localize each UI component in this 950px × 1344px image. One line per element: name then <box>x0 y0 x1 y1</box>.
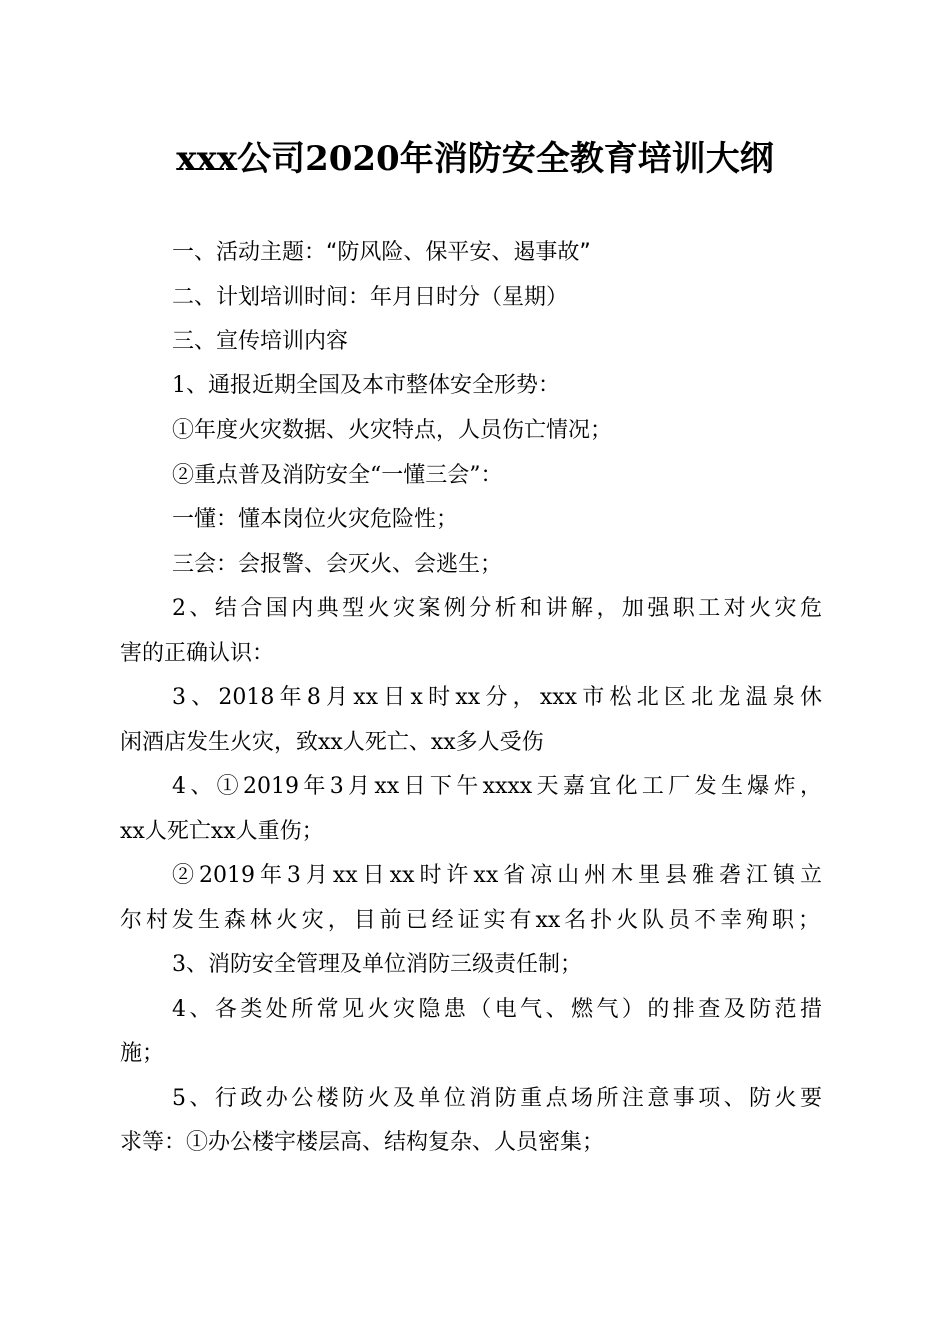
heading-training-content: 三、宣传培训内容 <box>172 329 349 354</box>
paragraph-line: 尔村发生森林火灾，目前已经证实有xx名扑火队员不幸殉职； <box>120 908 820 933</box>
paragraph-line: ①年度火灾数据、火灾特点，人员伤亡情况； <box>172 418 613 443</box>
paragraph-line: 施； <box>120 1041 165 1066</box>
document-title: xxx公司2020年消防安全教育培训大纲 <box>176 139 774 179</box>
paragraph-line: 闲酒店发生火灾，致xx人死亡、xx多人受伤 <box>120 730 544 755</box>
paragraph-line: 三会：会报警、会灭火、会逃生； <box>172 552 503 577</box>
heading-activity-theme: 一、活动主题：“防风险、保平安、遏事故” <box>172 240 591 265</box>
paragraph-line: 5、行政办公楼防火及单位消防重点场所注意事项、防火要 <box>172 1086 822 1111</box>
paragraph-line: ②重点普及消防安全“一懂三会”： <box>172 463 503 488</box>
paragraph-line: 一懂：懂本岗位火灾危险性； <box>172 507 459 532</box>
paragraph-line: xx人死亡xx人重伤； <box>120 819 324 844</box>
paragraph-line: 3、2018年8月xx日x时xx分，xxx市松北区北龙温泉休 <box>172 685 822 710</box>
heading-training-time: 二、计划培训时间：年月日时分（星期） <box>172 285 569 310</box>
paragraph-line: 4、各类处所常见火灾隐患（电气、燃气）的排查及防范措 <box>172 997 822 1022</box>
paragraph-line: ②2019年3月xx日xx时许xx省凉山州木里县雅砻江镇立 <box>172 863 822 888</box>
paragraph-line: 2、结合国内典型火灾案例分析和讲解，加强职工对火灾危 <box>172 596 822 621</box>
paragraph-line: 求等：①办公楼宇楼层高、结构复杂、人员密集； <box>120 1130 605 1155</box>
paragraph-line: 4、①2019年3月xx日下午xxxx天嘉宜化工厂发生爆炸， <box>172 774 822 799</box>
paragraph-line: 3、消防安全管理及单位消防三级责任制； <box>172 952 582 977</box>
paragraph-line: 1、通报近期全国及本市整体安全形势： <box>172 373 560 398</box>
paragraph-line: 害的正确认识： <box>120 641 275 666</box>
